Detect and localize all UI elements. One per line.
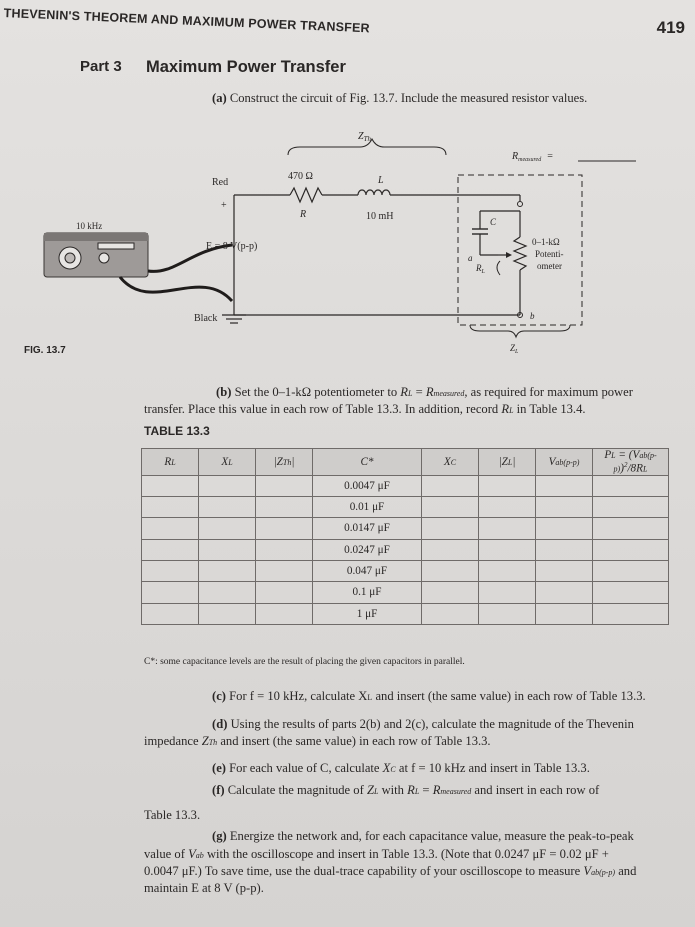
step-a [212, 90, 587, 107]
step-g-line3: 0.0047 μF.) To save time, use the dual-trace capability of your oscilloscope to measure Vab(p-p) and [144, 864, 637, 878]
pot-text-1: Potenti- [535, 249, 564, 259]
generator-knob-icon [99, 253, 109, 263]
col-xl: XL [199, 449, 256, 476]
inductor-value: 10 mH [366, 211, 394, 222]
results-table [141, 448, 669, 625]
black-lead [120, 277, 232, 301]
capacitance-cell: 0.0247 μF [313, 539, 422, 560]
capacitance-cell: 0.0147 μF [313, 518, 422, 539]
running-header: THEVENIN'S THEOREM AND MAXIMUM POWER TRANSFER [3, 6, 371, 36]
table-row [142, 560, 669, 581]
table-title: TABLE 13.3 [144, 424, 210, 438]
source-voltage: E = 8 V(p-p) [206, 241, 258, 252]
resistor-label: R [300, 209, 307, 220]
col-zth: |ZTh| [256, 449, 313, 476]
step-a-text: Construct the circuit of Fig. 13.7. Include the measured resistor values. [229, 91, 588, 105]
zth-label: $Z_{Th}$ [358, 131, 371, 143]
step-f: (f) Calculate the magnitude of ZL with RL = Rmeasured and insert in each row of [212, 783, 600, 797]
circuit-diagram [0, 125, 695, 365]
plus-sign: + [221, 200, 227, 211]
step-g-line4: maintain E at 8 V (p-p). [144, 881, 264, 895]
table-row [142, 603, 669, 624]
capacitor-label: C [490, 217, 497, 227]
step-b-cont: transfer. Place this value in each row of Table 13.3. In addition, record RL in Table 13.4. [144, 402, 586, 416]
col-pl: PL = $(Vab(p-p))^2/8RL$ [593, 449, 669, 476]
capacitance-cell: 0.1 μF [313, 582, 422, 603]
inductor-label: L [378, 175, 384, 186]
step-f-cont: Table 13.3. [144, 808, 201, 822]
table-row [142, 582, 669, 603]
step-g-line2: value of Vab with the oscilloscope and insert in Table 13.3. (Note that 0.0247 μF = 0.02 μF + [144, 847, 609, 861]
resistor-value: 470 Ω [288, 171, 313, 182]
table-row [142, 475, 669, 496]
step-g: (g) Energize the network and, for each capacitance value, measure the peak-to-peak [212, 829, 634, 843]
node-b-label: b [530, 311, 535, 321]
generator-frequency: 10 kHz [76, 221, 103, 231]
pot-range: 0–1-kΩ [532, 237, 560, 247]
step-e: (e) For each value of C, calculate XC at f = 10 kHz and insert in Table 13.3. [212, 761, 590, 775]
table-header-row [142, 449, 669, 476]
part-title: Maximum Power Transfer [146, 58, 346, 76]
col-vab: Vab(p-p) [536, 449, 593, 476]
step-d: (d) Using the results of parts 2(b) and 2(c), calculate the magnitude of the Thevenin [212, 717, 634, 731]
page-number: 419 [656, 18, 685, 37]
resistor-symbol [290, 188, 322, 202]
figure-label: FIG. 13.7 [24, 345, 66, 356]
wiper-arrow-icon [506, 252, 512, 258]
step-c: (c) For f = 10 kHz, calculate XL and insert (the same value) in each row of Table 13.3. [212, 689, 646, 703]
part-label: Part 3 [80, 58, 122, 75]
capacitance-cell: 0.01 μF [313, 497, 422, 518]
r-measured-label: $R_{measured}$ = [512, 151, 553, 163]
capacitance-cell: 1 μF [313, 603, 422, 624]
col-rl: RL [142, 449, 199, 476]
black-terminal-label: Black [194, 313, 218, 324]
step-d-cont: impedance ZTh and insert (the same value) in each row of Table 13.3. [144, 734, 491, 748]
red-terminal-label: Red [212, 177, 229, 188]
node-a-label: a [468, 253, 473, 263]
inductor-symbol [358, 190, 390, 195]
table-row [142, 518, 669, 539]
zl-brace [470, 325, 570, 337]
col-xc: XC [422, 449, 479, 476]
rl-label: $R_L$ [476, 263, 485, 275]
zl-label: $Z_L$ [510, 343, 519, 355]
step-a-label: (a) [212, 91, 227, 105]
table-row [142, 497, 669, 518]
table-footnote: C*: some capacitance levels are the result of placing the given capacitors in parallel. [144, 657, 465, 667]
col-c: C* [313, 449, 422, 476]
potentiometer-symbol [514, 237, 526, 270]
step-b: (b) Set the 0–1-kΩ potentiometer to RL = Rmeasured, as required for maximum power [216, 385, 633, 399]
table-row [142, 539, 669, 560]
capacitance-cell: 0.0047 μF [313, 475, 422, 496]
col-zl: |ZL| [479, 449, 536, 476]
capacitance-cell: 0.047 μF [313, 560, 422, 581]
pot-text-2: ometer [537, 261, 562, 271]
